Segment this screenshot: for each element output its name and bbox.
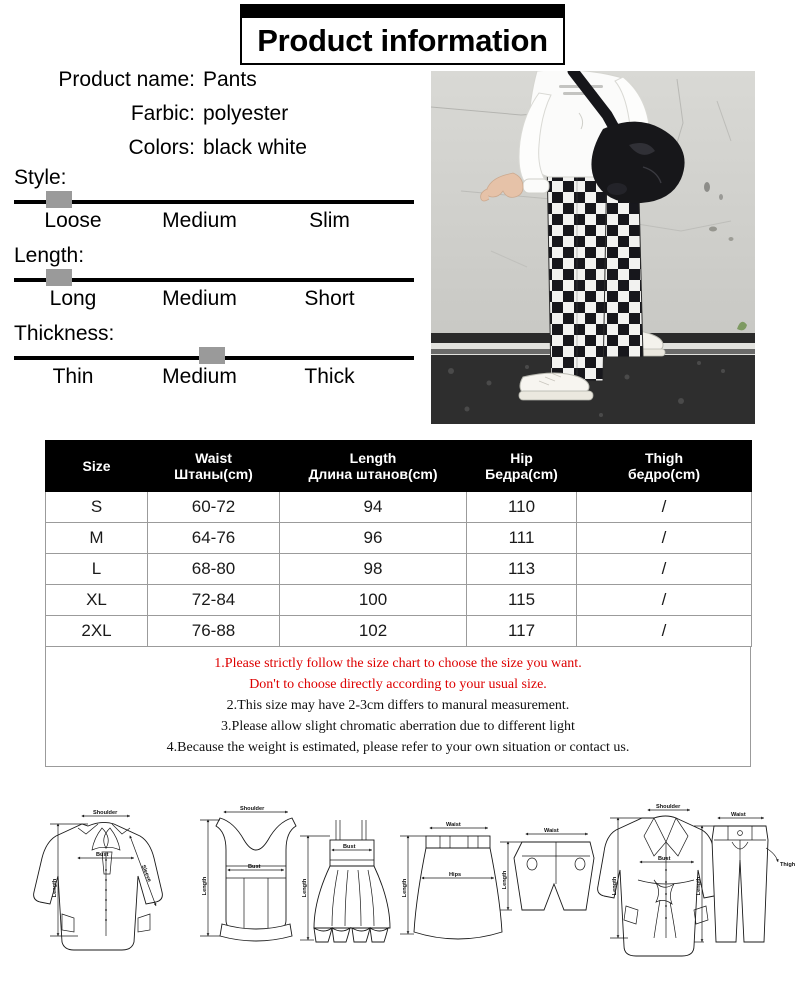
slider-style bbox=[14, 165, 414, 234]
svg-text:Shoulder: Shoulder bbox=[656, 804, 681, 810]
table-header-hip-en: Hip bbox=[510, 450, 533, 466]
cell-hip: 111 bbox=[467, 523, 577, 554]
slider-length-option-short[interactable]: Short bbox=[304, 287, 355, 310]
slider-thickness-track-wrap[interactable] bbox=[14, 347, 414, 363]
table-header-size bbox=[46, 441, 148, 492]
slider-length-option-long[interactable]: Long bbox=[49, 287, 97, 310]
cell-thigh: / bbox=[577, 585, 752, 616]
table-header-waist-ru: Штаны(cm) bbox=[174, 466, 253, 482]
spec-value-fabric: polyester bbox=[203, 102, 289, 125]
table-header-length-en: Length bbox=[349, 450, 397, 466]
garment-diagram-dress bbox=[300, 820, 390, 942]
title-box bbox=[240, 18, 565, 65]
cell-waist: 68-80 bbox=[148, 554, 280, 585]
garment-diagram-shorts bbox=[500, 828, 594, 910]
cell-thigh: / bbox=[577, 492, 752, 523]
slider-style-labels bbox=[14, 207, 414, 234]
cell-hip: 110 bbox=[467, 492, 577, 523]
size-notes bbox=[45, 647, 751, 767]
spec-value-product-name: Pants bbox=[203, 68, 257, 91]
svg-text:Sleeve: Sleeve bbox=[139, 864, 153, 883]
note-line-5: 4.Because the weight is estimated, please refer to your own situation or contact us. bbox=[166, 740, 630, 755]
table-header-waist-en: Waist bbox=[195, 450, 232, 466]
note-line-4: 3.Please allow slight chromatic aberration due to different light bbox=[221, 719, 575, 734]
cell-length: 94 bbox=[280, 492, 467, 523]
spec-label-fabric: Farbic: bbox=[130, 102, 195, 125]
table-header-thigh-en: Thigh bbox=[644, 450, 684, 466]
slider-thickness-title: Thickness: bbox=[14, 322, 115, 345]
table-header-hip-ru: Бедра(cm) bbox=[485, 466, 558, 482]
page-title-block bbox=[240, 4, 565, 65]
garment-diagram-camisole bbox=[200, 806, 296, 941]
table-row bbox=[46, 554, 752, 585]
slider-length-option-medium[interactable]: Medium bbox=[162, 287, 237, 310]
product-photo bbox=[431, 71, 755, 424]
svg-text:Waist: Waist bbox=[544, 828, 559, 834]
page-title: Product information bbox=[257, 23, 548, 58]
cell-length: 96 bbox=[280, 523, 467, 554]
svg-text:Length: Length bbox=[402, 878, 408, 898]
table-header-hip bbox=[467, 441, 577, 492]
slider-thickness-labels bbox=[14, 363, 414, 390]
note-line-2: Don't to choose directly according to your usual size. bbox=[249, 677, 547, 692]
svg-text:Length: Length bbox=[612, 876, 618, 896]
size-chart bbox=[45, 440, 751, 767]
slider-thickness-option-thick[interactable]: Thick bbox=[304, 365, 355, 388]
spec-row-product-name bbox=[10, 68, 410, 102]
table-header-thigh bbox=[577, 441, 752, 492]
slider-thickness-option-thin[interactable]: Thin bbox=[52, 365, 94, 388]
table-row bbox=[46, 585, 752, 616]
svg-text:Length: Length bbox=[696, 876, 702, 896]
slider-style-track-wrap[interactable] bbox=[14, 191, 414, 207]
table-row bbox=[46, 492, 752, 523]
svg-text:Shoulder: Shoulder bbox=[240, 806, 265, 812]
cell-size: L bbox=[46, 554, 148, 585]
product-spec-list bbox=[10, 68, 410, 170]
garment-diagram-skirt bbox=[400, 822, 502, 939]
svg-text:Waist: Waist bbox=[731, 812, 746, 818]
cell-thigh: / bbox=[577, 616, 752, 647]
slider-thickness bbox=[14, 321, 414, 390]
slider-style-knob[interactable] bbox=[46, 191, 72, 208]
table-row bbox=[46, 616, 752, 647]
slider-style-title: Style: bbox=[14, 166, 67, 189]
cell-waist: 72-84 bbox=[148, 585, 280, 616]
cell-size: 2XL bbox=[46, 616, 148, 647]
slider-length-knob[interactable] bbox=[46, 269, 72, 286]
table-row bbox=[46, 523, 752, 554]
table-header-row bbox=[46, 441, 752, 492]
svg-text:Waist: Waist bbox=[446, 822, 461, 828]
svg-text:Length: Length bbox=[502, 870, 508, 890]
slider-length-title: Length: bbox=[14, 244, 85, 267]
slider-style-track bbox=[14, 200, 414, 204]
size-chart-table bbox=[45, 440, 752, 647]
svg-text:Bust: Bust bbox=[248, 864, 261, 870]
garment-diagram-blouse bbox=[34, 810, 163, 950]
svg-text:Bust: Bust bbox=[96, 852, 109, 858]
table-header-size-en: Size bbox=[82, 458, 111, 474]
cell-size: S bbox=[46, 492, 148, 523]
svg-text:Bust: Bust bbox=[658, 856, 671, 862]
svg-text:Shoulder: Shoulder bbox=[93, 810, 118, 816]
svg-text:Length: Length bbox=[302, 878, 308, 898]
cell-hip: 117 bbox=[467, 616, 577, 647]
slider-length-track bbox=[14, 278, 414, 282]
attribute-sliders bbox=[14, 165, 414, 399]
spec-label-colors: Colors: bbox=[128, 136, 195, 159]
cell-size: XL bbox=[46, 585, 148, 616]
slider-style-option-medium[interactable]: Medium bbox=[162, 209, 237, 232]
table-header-length bbox=[280, 441, 467, 492]
svg-text:Length: Length bbox=[52, 878, 58, 898]
table-header-length-ru: Длина штанов(cm) bbox=[308, 466, 438, 482]
spec-label-product-name: Product name: bbox=[58, 68, 195, 91]
slider-length-labels bbox=[14, 285, 414, 312]
table-header-thigh-ru: бедро(cm) bbox=[628, 466, 700, 482]
slider-length bbox=[14, 243, 414, 312]
cell-waist: 64-76 bbox=[148, 523, 280, 554]
spec-row-fabric bbox=[10, 102, 410, 136]
cell-length: 98 bbox=[280, 554, 467, 585]
cell-thigh: / bbox=[577, 554, 752, 585]
note-line-3: 2.This size may have 2-3cm differs to manural measurement. bbox=[226, 698, 570, 713]
cell-waist: 76-88 bbox=[148, 616, 280, 647]
cell-size: M bbox=[46, 523, 148, 554]
cell-waist: 60-72 bbox=[148, 492, 280, 523]
svg-text:Length: Length bbox=[202, 876, 208, 896]
spec-value-colors: black white bbox=[203, 136, 307, 159]
table-header-waist bbox=[148, 441, 280, 492]
cell-length: 100 bbox=[280, 585, 467, 616]
garment-measurement-diagrams bbox=[0, 790, 800, 970]
cell-hip: 113 bbox=[467, 554, 577, 585]
svg-text:Hips: Hips bbox=[449, 872, 462, 878]
cell-hip: 115 bbox=[467, 585, 577, 616]
cell-thigh: / bbox=[577, 523, 752, 554]
slider-thickness-option-medium[interactable]: Medium bbox=[162, 365, 237, 388]
slider-length-track-wrap[interactable] bbox=[14, 269, 414, 285]
cell-length: 102 bbox=[280, 616, 467, 647]
title-top-bar bbox=[240, 4, 565, 18]
note-line-1: 1.Please strictly follow the size chart to choose the size you want. bbox=[214, 656, 582, 671]
svg-text:Thigh: Thigh bbox=[780, 862, 796, 868]
slider-style-option-loose[interactable]: Loose bbox=[44, 209, 102, 232]
slider-style-option-slim[interactable]: Slim bbox=[309, 209, 350, 232]
svg-text:Bust: Bust bbox=[343, 844, 356, 850]
slider-thickness-knob[interactable] bbox=[199, 347, 225, 364]
